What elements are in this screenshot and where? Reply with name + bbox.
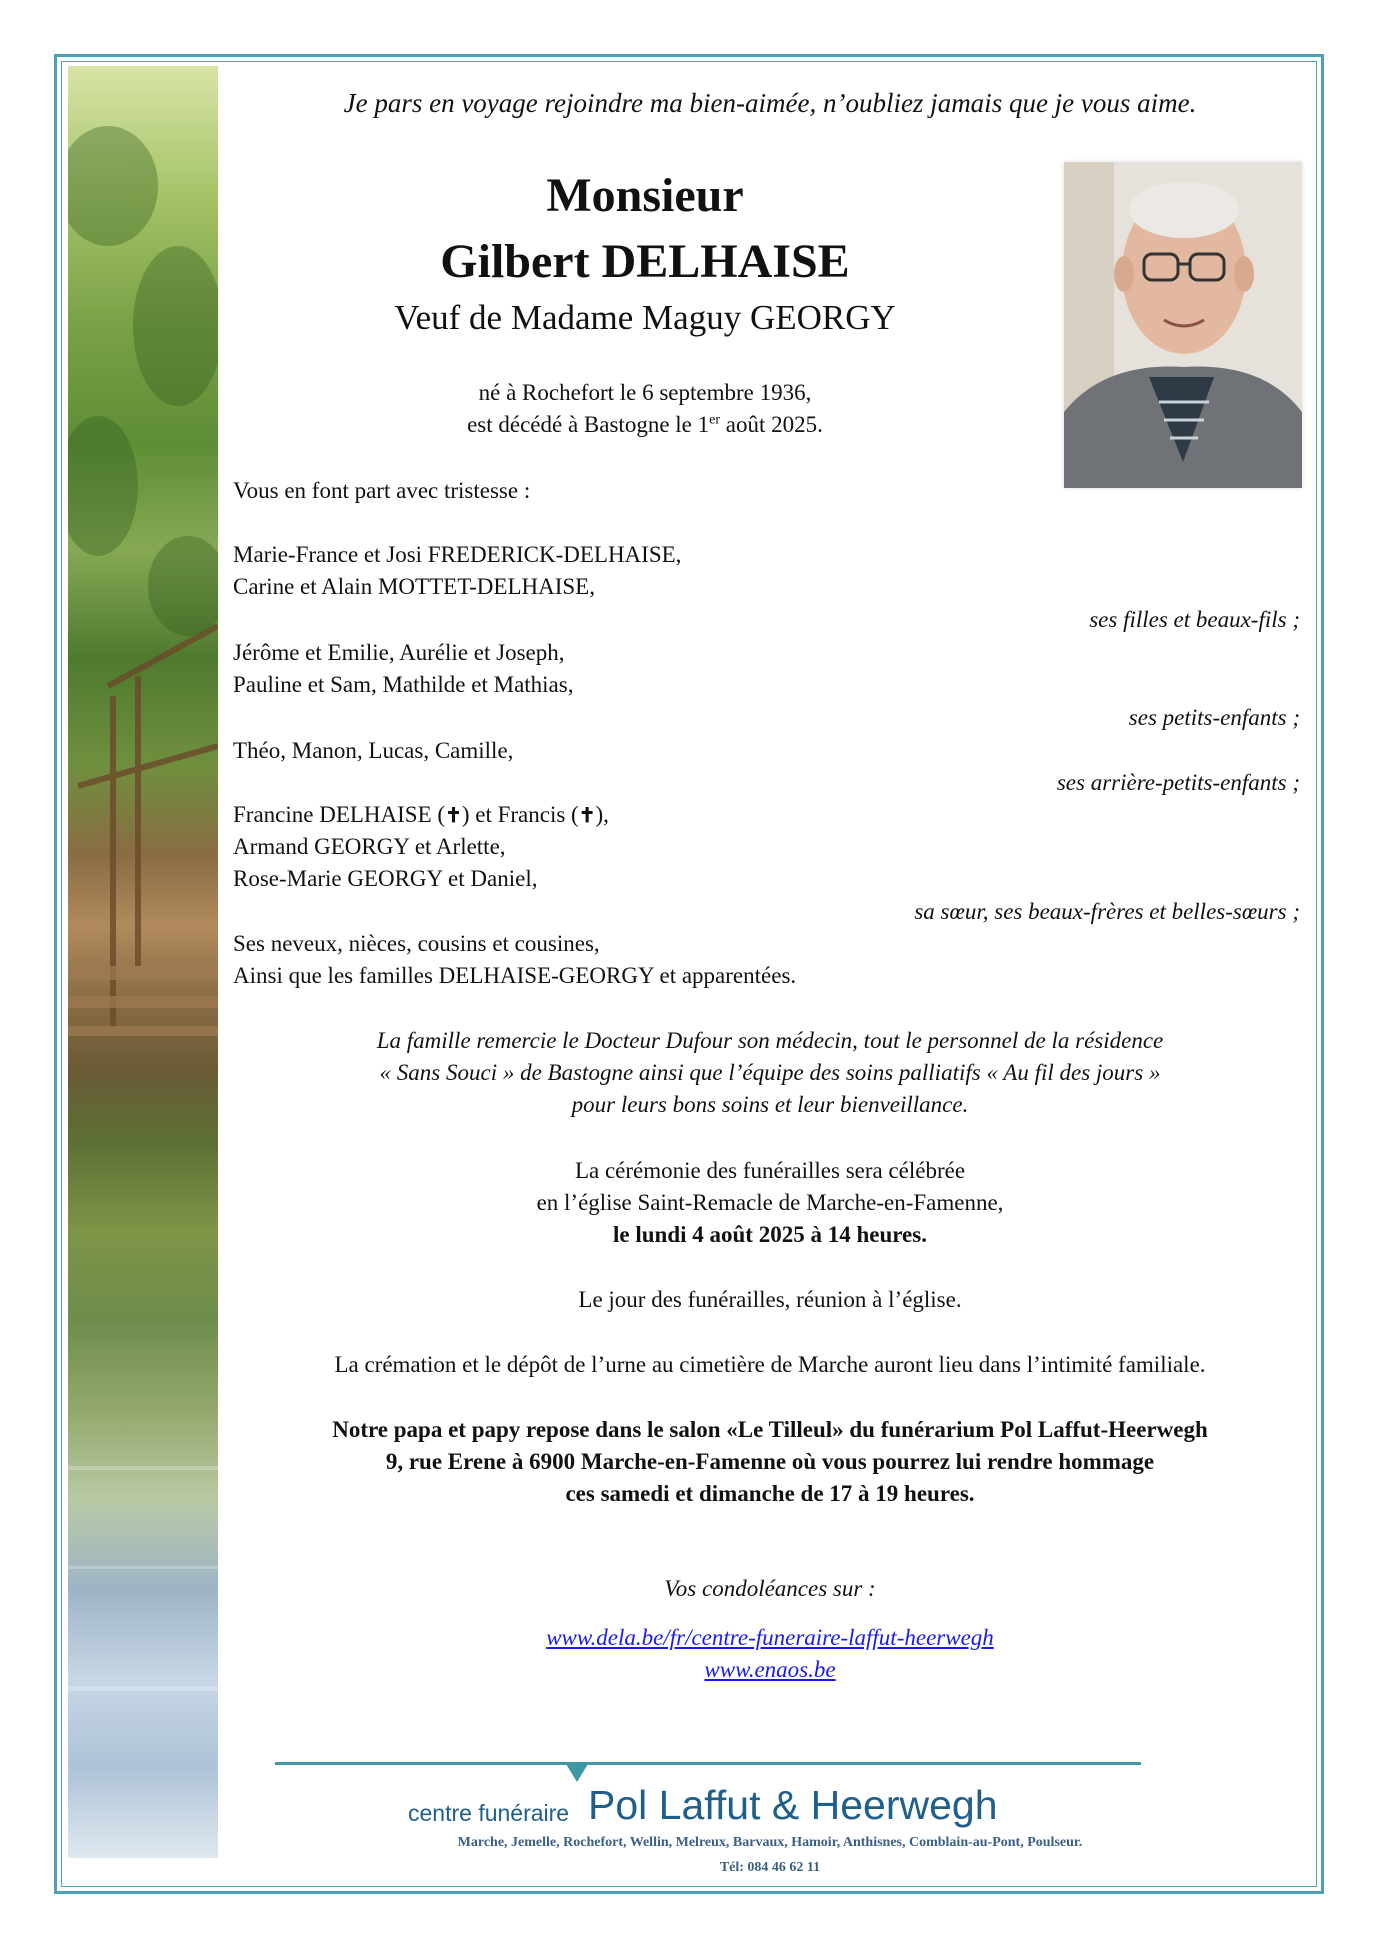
visitation-line-2: 9, rue Erene à 6900 Marche-en-Famenne où vous pourrez lui rendre hommage (385, 1449, 1155, 1474)
family-siblings-2: Armand GEORGY et Arlette, (233, 834, 506, 859)
relation-great-grandchildren: ses arrière-petits-enfants ; (1056, 770, 1300, 795)
portrait-photo (1064, 162, 1302, 488)
footer-divider (275, 1762, 1141, 1765)
family-great-grandchildren: Théo, Manon, Lucas, Camille, (233, 738, 514, 763)
condolences-link-enaos-wrap (230, 1657, 1310, 1683)
family-others-1: Ses neveux, nièces, cousins et cousines, (233, 931, 600, 956)
meeting-line: Le jour des funérailles, réunion à l’église. (578, 1287, 962, 1312)
family-siblings-1: Francine DELHAISE (✝) et Francis (✝), (233, 802, 609, 827)
relation-daughters: ses filles et beaux-fils ; (1089, 607, 1300, 632)
relation-siblings: sa sœur, ses beaux-frères et belles-sœurs ; (914, 899, 1300, 924)
footer-locations: Marche, Jemelle, Rochefort, Wellin, Melreux, Barvaux, Hamoir, Anthisnes, Comblain-au-Pont, Poulseur. (457, 1835, 1083, 1850)
visitation-line-3: ces samedi et dimanche de 17 à 19 heures. (565, 1481, 975, 1506)
thanks-line-3: pour leurs bons soins et leur bienveillance. (571, 1092, 969, 1117)
ceremony-line-1: La cérémonie des funérailles sera célébrée (574, 1158, 966, 1183)
thanks-line-1: La famille remercie le Docteur Dufour son médecin, tout le personnel de la résidence (376, 1028, 1164, 1053)
family-grandchildren-2: Pauline et Sam, Mathilde et Mathias, (233, 672, 574, 697)
logo-triangle-icon (566, 1764, 588, 1782)
family-others-2: Ainsi que les familles DELHAISE-GEORGY et apparentées. (233, 963, 797, 988)
family-grandchildren-1: Jérôme et Emilie, Aurélie et Joseph, (233, 640, 565, 665)
condolences-link-dela[interactable]: www.dela.be/fr/centre-funeraire-laffut-heerwegh (546, 1625, 994, 1650)
condolences-label: Vos condoléances sur : (664, 1576, 876, 1601)
logo-name: Pol Laffut & Heerwegh (588, 1782, 998, 1828)
family-siblings-3: Rose-Marie GEORGY et Daniel, (233, 866, 538, 891)
logo-subtitle: centre funéraire (408, 1800, 570, 1826)
ceremony-date: le lundi 4 août 2025 à 14 heures. (613, 1222, 927, 1247)
birth-line: né à Rochefort le 6 septembre 1936, (478, 380, 812, 405)
intro-line: Vous en font part avec tristesse : (233, 478, 531, 503)
farewell-quote: Je pars en voyage rejoindre ma bien-aimée, n’oubliez jamais que je vous aime. (343, 88, 1197, 118)
deceased-name: Gilbert DELHAISE (440, 235, 850, 288)
condolences-link-enaos[interactable]: www.enaos.be (704, 1657, 836, 1682)
death-line: est décédé à Bastogne le 1er août 2025. (467, 412, 823, 437)
family-daughters-1: Marie-France et Josi FREDERICK-DELHAISE, (233, 542, 682, 567)
relation-grandchildren: ses petits-enfants ; (1128, 705, 1300, 730)
cross-icon: ✝ (578, 805, 596, 827)
cross-icon: ✝ (445, 805, 462, 827)
family-daughters-2: Carine et Alain MOTTET-DELHAISE, (233, 574, 595, 599)
widower-line: Veuf de Madame Maguy GEORGY (394, 298, 896, 337)
condolences-link-dela-wrap (230, 1625, 1310, 1651)
cremation-line: La crémation et le dépôt de l’urne au cimetière de Marche auront lieu dans l’intimité familiale. (334, 1352, 1206, 1377)
visitation-line-1: Notre papa et papy repose dans le salon «Le Tilleul» du funérarium Pol Laffut-Heerwegh (332, 1417, 1208, 1442)
civility-title: Monsieur (546, 169, 744, 222)
thanks-line-2: « Sans Souci » de Bastogne ainsi que l’équipe des soins palliatifs « Au fil des jours » (379, 1060, 1161, 1085)
footer-phone: Tél: 084 46 62 11 (719, 1860, 821, 1875)
ceremony-line-2: en l’église Saint-Remacle de Marche-en-Famenne, (536, 1190, 1004, 1215)
nature-bridge-image (68, 66, 218, 1858)
